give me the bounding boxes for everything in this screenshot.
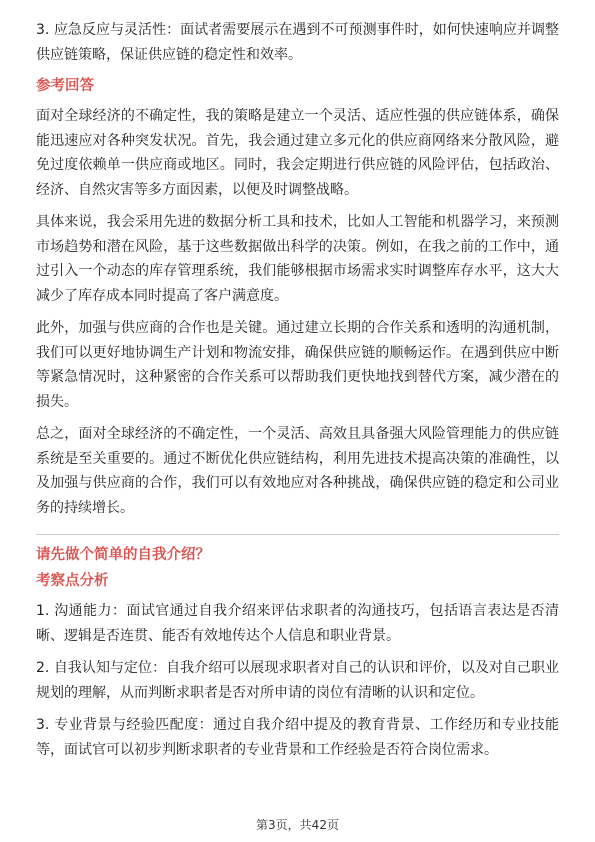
page-content (36, 18, 559, 762)
reference-answer-heading: 参考回答 (36, 78, 94, 94)
answer-paragraph: 总之，面对全球经济的不确定性，一个灵活、高效且具备强大风险管理能力的供应链系统是至关重要的。通过不断优化供应链结构，利用先进技术提高决策的准确性，以及加强与供应商的合作，我们可以有效地应对各种挑战，确保供应链的稳定和公司业务的持续增长。 (36, 426, 559, 516)
question-title: 请先做个简单的自我介绍？ (36, 547, 210, 563)
analysis-point: 1. 沟通能力：面试官通过自我介绍来评估求职者的沟通技巧，包括语言表达是否清晰、逻辑是否连贯、能否有效地传达个人信息和职业背景。 (36, 603, 559, 644)
analysis-heading: 考察点分析 (36, 573, 109, 589)
answer-paragraph: 具体来说，我会采用先进的数据分析工具和技术，比如人工智能和机器学习，来预测市场趋势和潜在风险，基于这些数据做出科学的决策。例如，在我之前的工作中，通过引入一个动态的库存管理系统，我们能够根据市场需求实时调整库存水平，这大大减少了库存成本同时提高了客户满意度。 (36, 214, 559, 304)
answer-paragraph: 面对全球经济的不确定性，我的策略是建立一个灵活、适应性强的供应链体系，确保能迅速应对各种突发状况。首先，我会通过建立多元化的供应商网络来分散风险，避免过度依赖单一供应商或地区。同时，我会定期进行供应链的风险评估，包括政治、经济、自然灾害等多方面因素，以便及时调整战略。 (36, 108, 559, 198)
answer-paragraph: 此外，加强与供应商的合作也是关键。通过建立长期的合作关系和透明的沟通机制，我们可以更好地协调生产计划和物流安排，确保供应链的顺畅运作。在遇到供应中断等紧急情况时，这种紧密的合作关系可以帮助我们更快地找到替代方案，减少潜在的损失。 (36, 320, 559, 410)
analysis-point-3-prev: 3. 应急反应与灵活性：面试者需要展示在遇到不可预测事件时，如何快速响应并调整供应链策略，保证供应链的稳定性和效率。 (36, 22, 559, 63)
page-number: 第3页，共42页 (256, 818, 339, 832)
analysis-point: 3. 专业背景与经验匹配度：通过自我介绍中提及的教育背景、工作经历和专业技能等，面试官可以初步判断求职者的专业背景和工作经验是否符合岗位需求。 (36, 717, 559, 758)
section-divider (36, 534, 559, 535)
analysis-point: 2. 自我认知与定位：自我介绍可以展现求职者对自己的认识和评价，以及对自己职业规划的理解，从而判断求职者是否对所申请的岗位有清晰的认识和定位。 (36, 660, 559, 701)
